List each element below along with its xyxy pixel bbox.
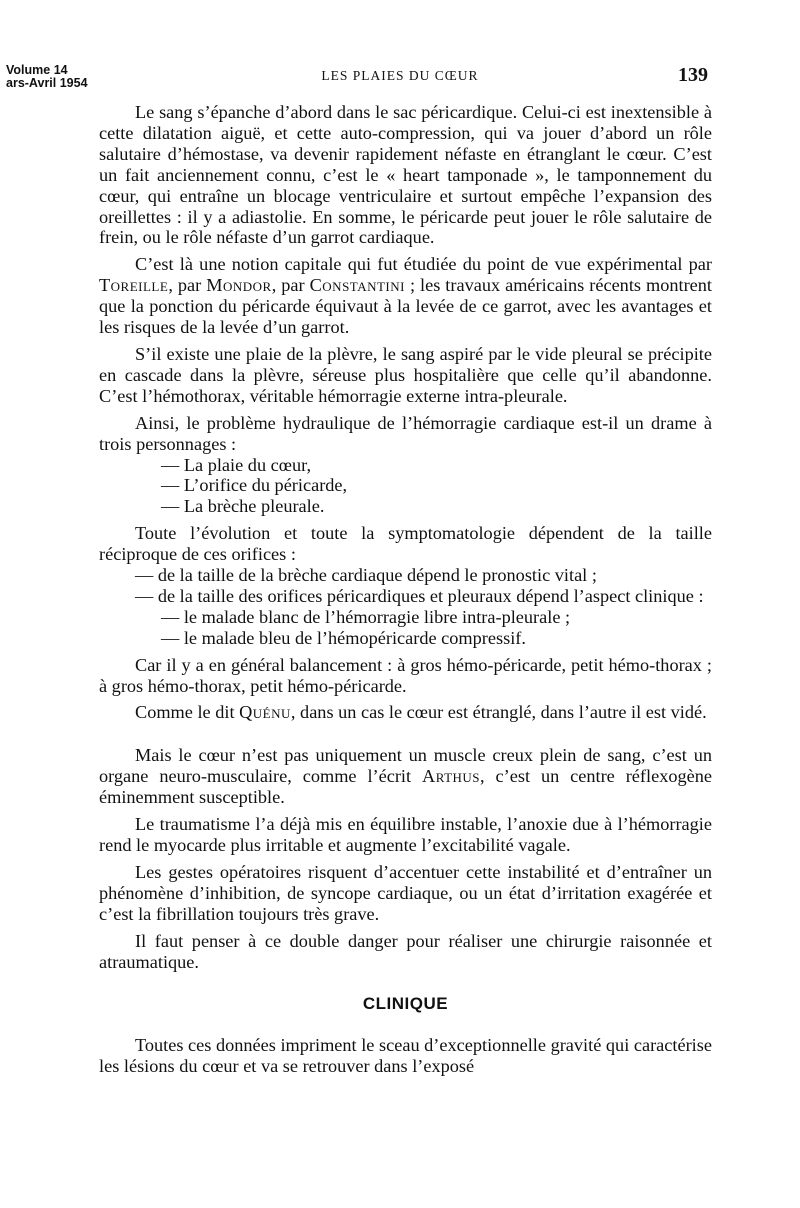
paragraph-quenu — [99, 702, 712, 723]
paragraph-donnees: Toutes ces données impriment le sceau d’exceptionnelle gravité qui caractérise les lésions du cœur et va se retrouver dans l’exposé — [99, 1035, 712, 1077]
list-item: — L’orifice du péricarde, — [161, 475, 348, 496]
author-name: Constantini — [309, 275, 405, 296]
author-name: Toreille — [99, 275, 169, 296]
text-run: Comme le dit — [135, 702, 240, 723]
text-run: C’est là une notion capitale qui fut étudiée du point de vue expérimental par — [135, 254, 712, 275]
text-run: , c’est un centre réflexogène éminemment susceptible. — [99, 766, 712, 808]
paragraph-neuro-musculaire — [99, 745, 712, 808]
list-item: — le malade bleu de l’hémopéricarde compressif. — [161, 627, 526, 648]
paragraph-drame: Ainsi, le problème hydraulique de l’hémorragie cardiaque est-il un drame à trois personnages : — [99, 412, 712, 454]
paragraph-traumatisme: Le traumatisme l’a déjà mis en équilibre instable, l’anoxie due à l’hémorragie rend le myocarde plus irritable et augmente l’excitabilité vagale. — [99, 814, 712, 855]
text-run: , par — [168, 275, 207, 296]
text-run: , par — [271, 275, 310, 296]
author-name: Arthus — [422, 766, 481, 787]
author-name: Mondor — [206, 275, 272, 296]
paragraph-tamponade: Le sang s’épanche d’abord dans le sac péricardique. Celui-ci est inextensible à cette dilatation aiguë, et cette auto-compression, qui va jouer d’abord un rôle salutaire d’hémostase, va devenir rapidement néfaste en étranglant le cœur. C’est un fait anciennement connu, c’est le « heart tamponade », le tamponnement du cœur, qui entraîne un blocage ventriculaire et surtout empêche l’expansion des oreillettes : il y a adiastolie. En somme, le péricarde peut jouer le rôle salutaire de frein, ou le rôle néfaste d’un garrot cardiaque. — [99, 102, 712, 248]
paragraph-balancement: Car il y a en général balancement : à gros hémo-péricarde, petit hémo-thorax ; à gros hémo-thorax, petit hémo-péricarde. — [99, 654, 712, 696]
paragraph-hemothorax: S’il existe une plaie de la plèvre, le sang aspiré par le vide pleural se précipite en cascade dans la plèvre, séreuse plus hospitalière que celle qu’il abandonne. C’est l’hémothorax, véritable hémorragie externe intra-pleurale. — [99, 343, 712, 406]
section-heading: CLINIQUE — [362, 994, 449, 1014]
paragraph-evolution: Toute l’évolution et toute la symptomatologie dépendent de la taille réciproque de ces orifices : — [99, 523, 712, 565]
text-run: , dans un cas le cœur est étranglé, dans l’autre il est vidé. — [290, 702, 707, 723]
list-item: — de la taille des orifices péricardiques et pleuraux dépend l’aspect clinique : — [135, 585, 704, 606]
volume-label: Volume 14 — [6, 63, 68, 77]
list-item: — La plaie du cœur, — [161, 454, 312, 475]
page-number: 139 — [678, 64, 708, 86]
paragraph-gestes: Les gestes opératoires risquent d’accentuer cette instabilité et d’entraîner un phénomène d’inhibition, de syncope cardiaque, ou un état d’irritation exagérée et c’est la fibrillation toujours très grave. — [99, 861, 712, 924]
list-item: — La brèche pleurale. — [161, 496, 325, 517]
author-name: Quénu — [239, 702, 291, 723]
list-item: — de la taille de la brèche cardiaque dépend le pronostic vital ; — [135, 565, 597, 586]
paragraph-danger: Il faut penser à ce double danger pour réaliser une chirurgie raisonnée et atraumatique. — [99, 930, 712, 972]
article-body — [99, 102, 712, 1083]
text-run: ; les travaux américains récents montrent que la ponction du péricarde équivaut à la levée de ce garrot, avec les avantages et les risques de la levée d’un garrot. — [99, 275, 713, 338]
list-item: — le malade blanc de l’hémorragie libre intra-pleurale ; — [161, 606, 571, 627]
issue-date: ars-Avril 1954 — [6, 76, 88, 90]
paragraph-garrot — [99, 254, 712, 338]
running-title: LES PLAIES DU CŒUR — [321, 68, 479, 83]
text-run: Mais le cœur n’est pas uniquement un muscle creux plein de sang, c’est un organe neuro-musculaire, comme l’écrit — [99, 745, 712, 787]
